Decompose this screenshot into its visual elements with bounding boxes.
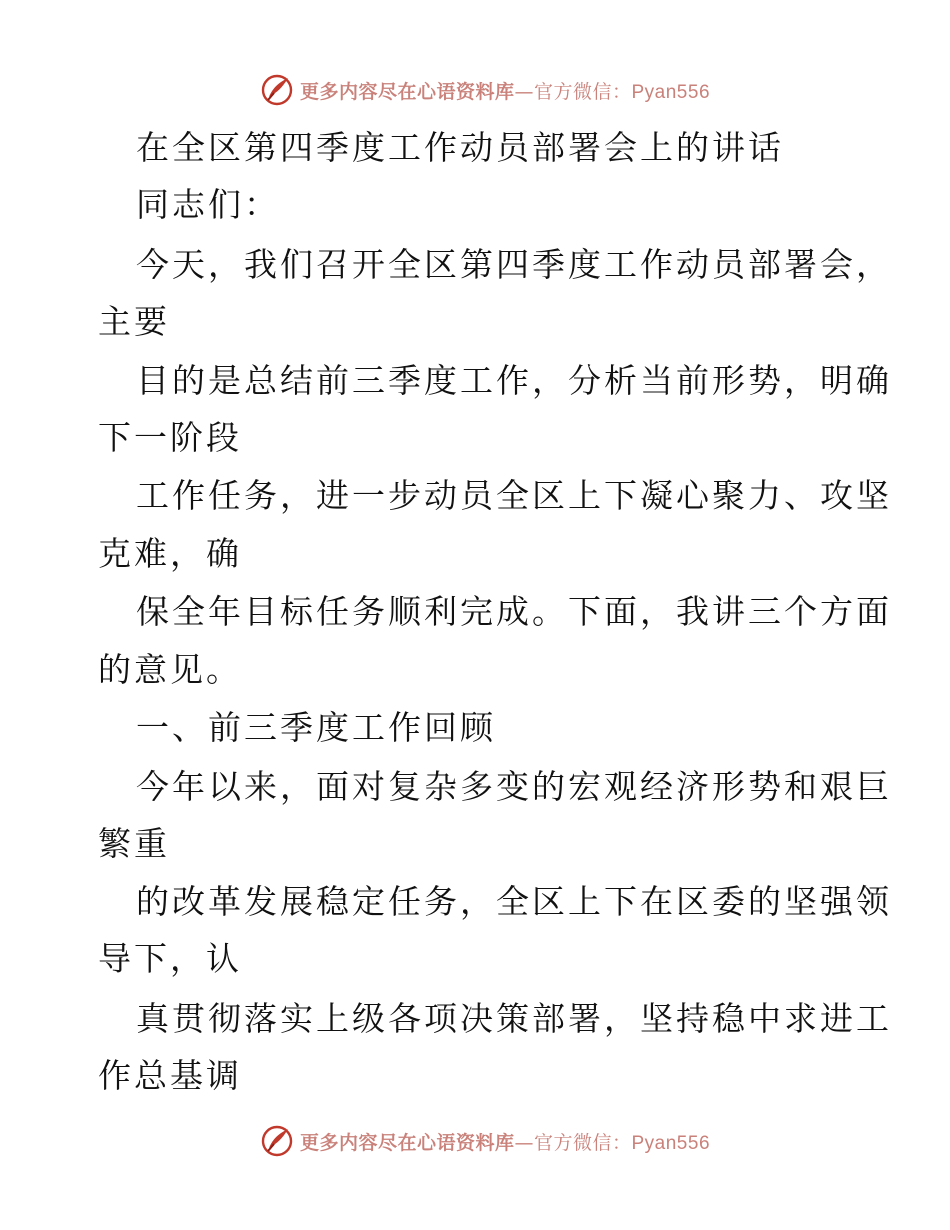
paragraph-line: 导下，认 (98, 939, 242, 978)
header-banner-text (300, 77, 710, 104)
paragraph-line: 下一阶段 (98, 418, 242, 457)
paragraph-line: 今年以来，面对复杂多变的宏观经济形势和艰巨 (136, 767, 892, 806)
footer-banner-text (300, 1128, 710, 1155)
wechat-label: 官方微信： (533, 1131, 632, 1154)
header-banner-content (260, 73, 710, 107)
banner-dash: — (514, 1131, 534, 1154)
paragraph-line: 今天，我们召开全区第四季度工作动员部署会， (136, 245, 892, 284)
brand-text: 更多内容尽在心语资料库 (299, 80, 515, 103)
paragraph-line: 真贯彻落实上级各项决策部署，坚持稳中求进工 (136, 999, 892, 1038)
footer-watermark-banner (0, 1121, 950, 1161)
wechat-label: 官方微信： (533, 80, 632, 103)
banner-dash: — (514, 80, 534, 103)
paragraph-line: 工作任务，进一步动员全区上下凝心聚力、攻坚 (136, 476, 892, 515)
paragraph-line: 保全年目标任务顺利完成。下面，我讲三个方面 (136, 592, 892, 631)
paragraph-line: 的改革发展稳定任务，全区上下在区委的坚强领 (136, 882, 892, 921)
quill-pen-logo-icon (260, 1124, 294, 1158)
brand-text: 更多内容尽在心语资料库 (299, 1131, 515, 1154)
paragraph-line: 繁重 (98, 824, 170, 863)
quill-pen-logo-icon (260, 73, 294, 107)
paragraph-line: 的意见。 (98, 650, 242, 689)
paragraph-line: 目的是总结前三季度工作，分析当前形势，明确 (136, 361, 892, 400)
wechat-id: Pyan556 (631, 1132, 711, 1154)
document-title: 在全区第四季度工作动员部署会上的讲话 (136, 128, 784, 167)
section-heading: 一、前三季度工作回顾 (136, 708, 496, 747)
salutation: 同志们： (136, 185, 280, 224)
footer-banner-content (260, 1124, 710, 1158)
paragraph-line: 克难，确 (98, 534, 242, 573)
paragraph-line: 主要 (98, 302, 170, 341)
wechat-id: Pyan556 (631, 81, 711, 103)
header-watermark-banner (0, 70, 950, 110)
paragraph-line: 作总基调 (98, 1056, 242, 1095)
